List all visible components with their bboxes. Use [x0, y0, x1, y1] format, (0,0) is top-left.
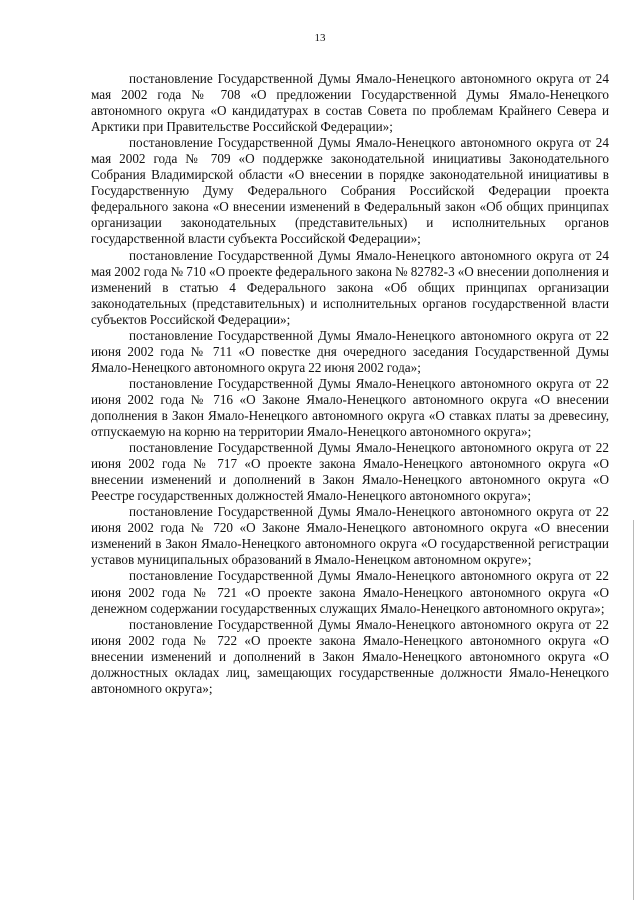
paragraph-722: постановление Государственной Думы Ямало-Ненецкого автономного округа от 22 июня 2002 года № 722 «О проекте закона Ямало-Ненецкого автономного округа «О внесении изменений и дополнений в Закон Ямало-Ненецкого автономного округа «О должностных окладах лиц, замещающих государственные должности Ямало-Ненецкого автономного округа»; — [91, 616, 609, 696]
document-body — [91, 71, 609, 697]
paragraph-720: постановление Государственной Думы Ямало-Ненецкого автономного округа от 22 июня 2002 года № 720 «О Законе Ямало-Ненецкого автономного округа «О внесении изменений в Закон Ямало-Ненецкого автономного округа «О государственной регистрации уставов муниципальных образований в Ямало-Ненецком автономном округе»; — [91, 504, 609, 568]
paragraph-721: постановление Государственной Думы Ямало-Ненецкого автономного округа от 22 июня 2002 года № 721 «О проекте закона Ямало-Ненецкого автономного округа «О денежном содержании государственных служащих Ямало-Ненецкого автономного округа»; — [91, 568, 609, 616]
paragraph-711: постановление Государственной Думы Ямало-Ненецкого автономного округа от 22 июня 2002 года № 711 «О повестке дня очередного заседания Государственной Думы Ямало-Ненецкого автономного округа 22 июня 2002 года»; — [91, 327, 609, 375]
scan-edge-line — [633, 520, 634, 900]
paragraph-710: постановление Государственной Думы Ямало-Ненецкого автономного округа от 24 мая 2002 года № 710 «О проекте федерального закона № 82782-3 «О внесении дополнения и изменений в статью 4 Федерального закона «Об общих принципах организации законодательных (представительных) и исполнительных органов государственной власти субъектов Российской Федерации»; — [91, 247, 609, 327]
paragraph-708: постановление Государственной Думы Ямало-Ненецкого автономного округа от 24 мая 2002 года № 708 «О предложении Государственной Думы Ямало-Ненецкого автономного округа «О кандидатурах в состав Совета по проблемам Крайнего Севера и Арктики при Правительстве Российской Федерации»; — [91, 71, 609, 135]
paragraph-709: постановление Государственной Думы Ямало-Ненецкого автономного округа от 24 мая 2002 года № 709 «О поддержке законодательной инициативы Законодательного Собрания Владимирской области «О внесении в порядке законодательной инициативы в Государственную Думу Федерального Собрания Российской Федерации проекта федерального закона «О внесении изменений в Федеральный закон «Об общих принципах организации законодательных (представительных) и исполнительных органов государственной власти субъекта Российской Федерации»; — [91, 135, 609, 247]
page-number: 13 — [314, 32, 326, 44]
paragraph-716: постановление Государственной Думы Ямало-Ненецкого автономного округа от 22 июня 2002 года № 716 «О Законе Ямало-Ненецкого автономного округа «О внесении дополнения в Закон Ямало-Ненецкого автономного округа «О ставках платы за древесину, отпускаемую на корню на территории Ямало-Ненецкого автономного округа»; — [91, 375, 609, 440]
paragraph-717: постановление Государственной Думы Ямало-Ненецкого автономного округа от 22 июня 2002 года № 717 «О проекте закона Ямало-Ненецкого автономного округа «О внесении изменений и дополнений в Закон Ямало-Ненецкого автономного округа «О Реестре государственных должностей Ямало-Ненецкого автономного округа»; — [91, 440, 609, 504]
